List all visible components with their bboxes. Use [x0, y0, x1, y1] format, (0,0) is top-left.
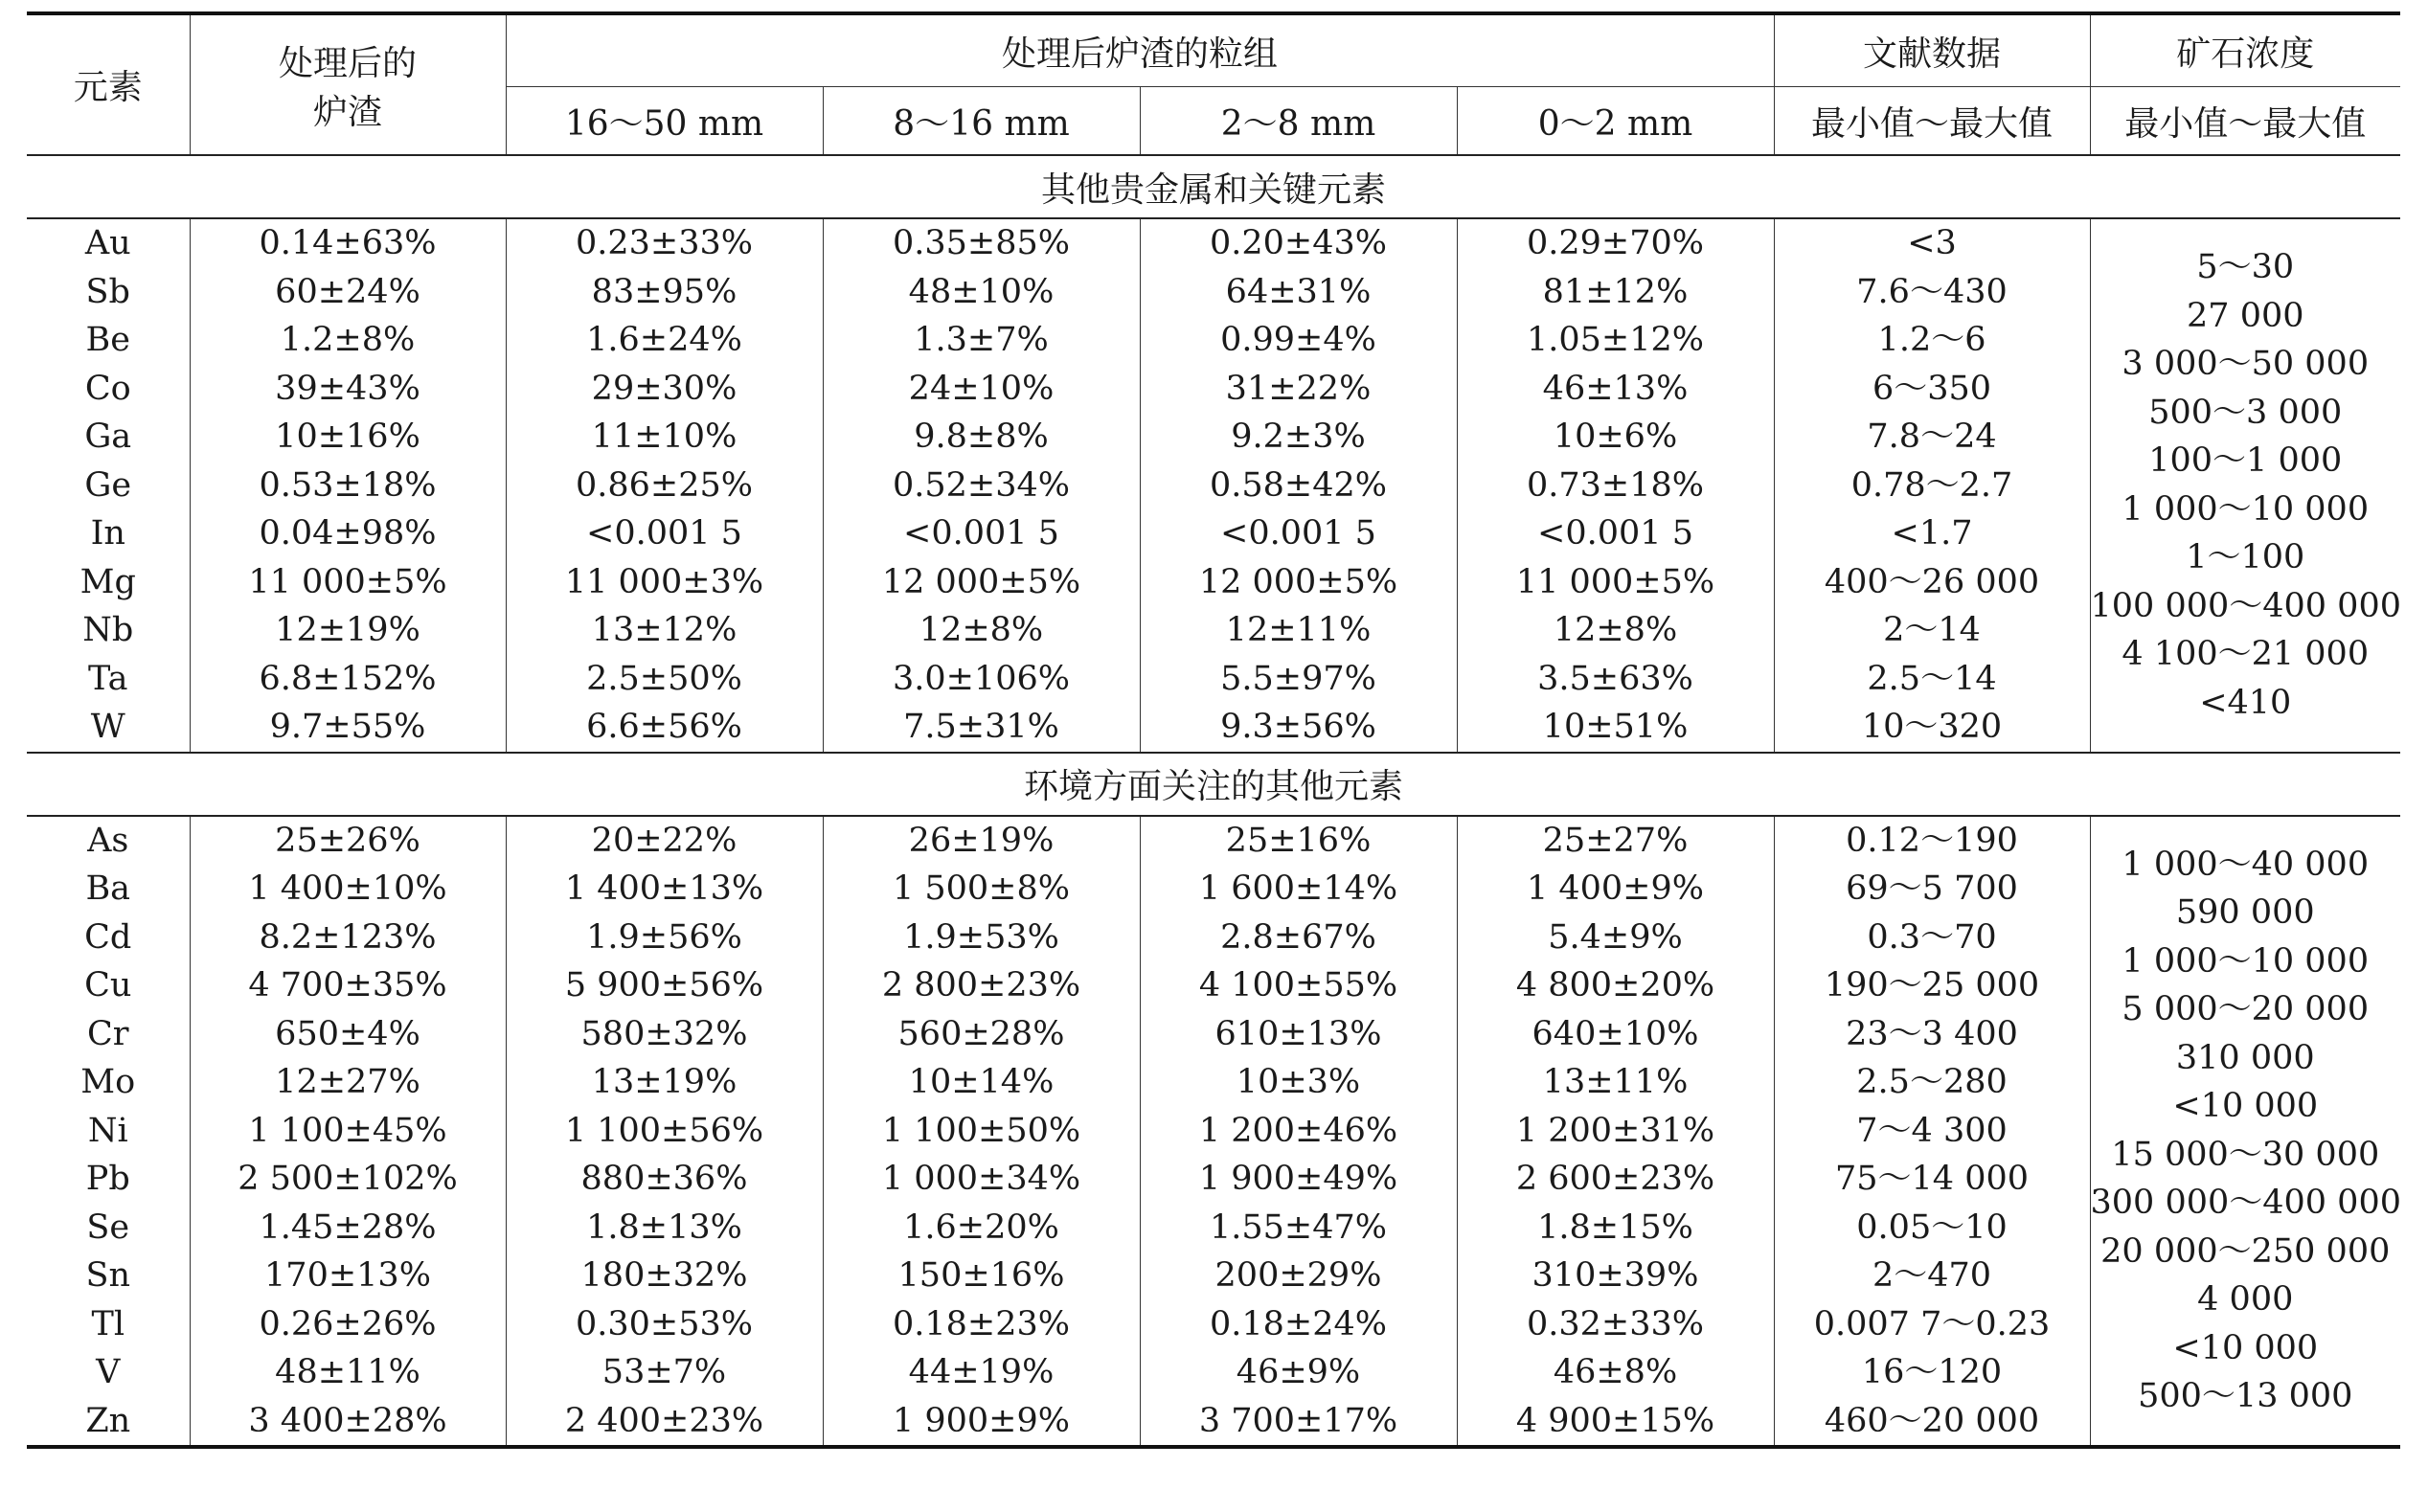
- cell-value: <410: [2199, 683, 2292, 722]
- cell-value: 1 400±9%: [1526, 869, 1705, 908]
- element-symbol: Co: [84, 369, 131, 408]
- element-column: [27, 816, 190, 1448]
- fraction-0-2-column: [1457, 816, 1774, 1448]
- cell-value: 4 900±15%: [1515, 1401, 1715, 1440]
- header-slag-line1: 处理后的: [278, 43, 417, 83]
- cell-value: 0.18±24%: [1209, 1304, 1388, 1343]
- cell-value: 1.2～6: [1877, 321, 1986, 359]
- cell-value: 12±27%: [275, 1063, 420, 1101]
- cell-value: 48±11%: [275, 1353, 420, 1391]
- cell-value: 2.5～14: [1867, 659, 1997, 698]
- cell-value: 6～350: [1872, 369, 1992, 408]
- cell-value: 46±8%: [1553, 1353, 1678, 1391]
- element-symbol: Cu: [84, 966, 132, 1004]
- cell-value: 1.45±28%: [259, 1207, 437, 1247]
- fraction-2-8-column: [1140, 218, 1457, 753]
- cell-value: 9.3±56%: [1220, 708, 1376, 746]
- header-fraction-0-2: 0～2 mm: [1457, 87, 1774, 156]
- cell-value: 11 000±5%: [248, 562, 447, 601]
- cell-value: 200±29%: [1214, 1256, 1382, 1295]
- cell-value: <1.7: [1891, 514, 1973, 553]
- cell-value: 0.73±18%: [1526, 465, 1705, 505]
- element-symbol: W: [90, 708, 125, 746]
- cell-value: 6.8±152%: [259, 659, 437, 698]
- cell-value: <0.001 5: [903, 514, 1059, 553]
- cell-value: 0.53±18%: [259, 465, 437, 505]
- cell-value: 46±13%: [1542, 369, 1689, 408]
- cell-value: 0.30±53%: [575, 1304, 754, 1343]
- element-symbol: Au: [84, 224, 131, 262]
- cell-value: 650±4%: [275, 1014, 420, 1053]
- cell-value: 5 000～20 000: [2122, 990, 2370, 1029]
- cell-value: 7.6～430: [1856, 272, 2008, 311]
- cell-value: 10±3%: [1236, 1063, 1361, 1101]
- cell-value: 8.2±123%: [259, 917, 437, 957]
- section-title: 环境方面关注的其他元素: [27, 753, 2400, 816]
- cell-value: 500～13 000: [2138, 1377, 2353, 1416]
- cell-value: 880±36%: [580, 1160, 748, 1198]
- cell-value: 0.32±33%: [1526, 1304, 1705, 1343]
- cell-value: <0.001 5: [1537, 514, 1693, 553]
- cell-value: 1 200±46%: [1198, 1111, 1398, 1150]
- cell-value: 10±51%: [1542, 708, 1689, 746]
- cell-value: 11 000±3%: [564, 562, 764, 601]
- cell-value: 1 000～10 000: [2122, 941, 2370, 981]
- cell-value: 13±19%: [591, 1063, 737, 1101]
- cell-value: 5 900±56%: [564, 966, 764, 1004]
- cell-value: 1.6±20%: [903, 1207, 1059, 1247]
- cell-value: 10～320: [1861, 708, 2003, 746]
- header-fraction-16-50: 16～50 mm: [506, 87, 823, 156]
- cell-value: 560±28%: [897, 1014, 1065, 1053]
- cell-value: 580±32%: [580, 1014, 748, 1053]
- cell-value: 1 400±10%: [248, 869, 447, 908]
- cell-value: 15 000～30 000: [2111, 1135, 2380, 1174]
- cell-value: 1.2±8%: [280, 321, 416, 359]
- cell-value: 1.8±13%: [586, 1207, 742, 1247]
- cell-value: 53±7%: [601, 1353, 727, 1391]
- cell-value: 4 100±55%: [1198, 966, 1398, 1004]
- element-symbol: Sb: [85, 272, 130, 311]
- cell-value: 29±30%: [591, 369, 737, 408]
- cell-value: 10±16%: [275, 417, 420, 456]
- cell-value: 2 600±23%: [1515, 1160, 1715, 1198]
- header-ore: 矿石浓度: [2090, 13, 2400, 87]
- cell-value: 610±13%: [1214, 1014, 1382, 1053]
- header-slag: [190, 13, 506, 155]
- cell-value: 0.52±34%: [892, 465, 1071, 505]
- cell-value: 27 000: [2187, 296, 2304, 335]
- cell-value: 10±14%: [908, 1063, 1055, 1101]
- cell-value: <0.001 5: [1220, 514, 1376, 553]
- element-symbol: Ta: [88, 659, 128, 698]
- cell-value: <3: [1907, 224, 1957, 262]
- cell-value: 9.7±55%: [269, 708, 426, 746]
- cell-value: 0.3～70: [1867, 917, 1997, 957]
- cell-value: 190～25 000: [1824, 966, 2040, 1004]
- cell-value: 1 900±49%: [1198, 1160, 1398, 1198]
- cell-value: 0.04±98%: [259, 514, 437, 553]
- cell-value: 5～30: [2196, 248, 2295, 287]
- cell-value: 640±10%: [1532, 1014, 1699, 1053]
- cell-value: <10 000: [2172, 1328, 2319, 1367]
- cell-value: 1.6±24%: [586, 321, 742, 359]
- cell-value: 3 700±17%: [1198, 1401, 1398, 1440]
- cell-value: 4 800±20%: [1515, 966, 1715, 1004]
- ore-column: [2090, 218, 2400, 753]
- header-literature: 文献数据: [1774, 13, 2090, 87]
- fraction-2-8-column: [1140, 816, 1457, 1448]
- cell-value: 13±11%: [1542, 1063, 1689, 1101]
- element-symbol: As: [87, 821, 129, 860]
- cell-value: 25±26%: [275, 821, 420, 860]
- cell-value: 25±16%: [1225, 821, 1372, 860]
- cell-value: 69～5 700: [1846, 869, 2018, 908]
- literature-column: [1774, 816, 2090, 1448]
- cell-value: 1.05±12%: [1526, 321, 1705, 359]
- cell-value: 1 900±9%: [892, 1401, 1071, 1440]
- cell-value: 12 000±5%: [1198, 562, 1398, 601]
- cell-value: 12±11%: [1225, 611, 1372, 649]
- element-symbol: Sn: [85, 1256, 131, 1295]
- element-symbol: Ga: [84, 417, 132, 456]
- cell-value: 7.8～24: [1867, 417, 1997, 456]
- cell-value: 83±95%: [591, 272, 737, 311]
- element-symbol: Mg: [79, 562, 136, 601]
- cell-value: <0.001 5: [586, 514, 742, 553]
- cell-value: 0.26±26%: [259, 1304, 437, 1343]
- element-symbol: Ge: [84, 465, 132, 505]
- header-literature-range: 最小值～最大值: [1774, 87, 2090, 156]
- cell-value: 310 000: [2175, 1038, 2315, 1077]
- cell-value: 4 000: [2197, 1280, 2294, 1320]
- cell-value: 20 000～250 000: [2100, 1231, 2391, 1271]
- cell-value: 180±32%: [580, 1256, 748, 1295]
- cell-value: 310±39%: [1532, 1256, 1699, 1295]
- element-symbol: Be: [85, 321, 130, 359]
- fraction-16-50-column: [506, 816, 823, 1448]
- element-symbol: Nb: [82, 611, 134, 649]
- cell-value: 9.8±8%: [914, 417, 1049, 456]
- cell-value: 100～1 000: [2148, 441, 2343, 481]
- cell-value: 2 500±102%: [238, 1160, 458, 1198]
- cell-value: 11 000±5%: [1515, 562, 1715, 601]
- cell-value: 25±27%: [1542, 821, 1689, 860]
- cell-value: 460～20 000: [1824, 1401, 2040, 1440]
- cell-value: 2～470: [1872, 1256, 1992, 1295]
- cell-value: 12±19%: [275, 611, 420, 649]
- cell-value: 12 000±5%: [881, 562, 1081, 601]
- cell-value: 300 000～400 000: [2090, 1184, 2401, 1223]
- cell-value: 2.5±50%: [586, 659, 742, 698]
- cell-value: 3 400±28%: [248, 1401, 447, 1440]
- cell-value: 1 500±8%: [892, 869, 1071, 908]
- cell-value: 0.58±42%: [1209, 465, 1388, 505]
- cell-value: 2.5～280: [1856, 1063, 2008, 1101]
- element-symbol: Cd: [84, 917, 132, 957]
- cell-value: 7.5±31%: [903, 708, 1059, 746]
- header-ore-range: 最小值～最大值: [2090, 87, 2400, 156]
- cell-value: 2.8±67%: [1220, 917, 1376, 957]
- cell-value: 1.9±56%: [586, 917, 742, 957]
- cell-value: 60±24%: [275, 272, 420, 311]
- cell-value: 0.78～2.7: [1850, 465, 2013, 505]
- cell-value: 10±6%: [1553, 417, 1678, 456]
- cell-value: 1 000～10 000: [2122, 489, 2370, 529]
- cell-value: 24±10%: [908, 369, 1055, 408]
- element-symbol: In: [90, 514, 125, 553]
- element-symbol: Ba: [85, 869, 131, 908]
- cell-value: 64±31%: [1225, 272, 1372, 311]
- cell-value: 1 200±31%: [1515, 1111, 1715, 1150]
- cell-value: 1.9±53%: [903, 917, 1059, 957]
- section-title: 其他贵金属和关键元素: [27, 155, 2400, 218]
- fraction-16-50-column: [506, 218, 823, 753]
- cell-value: 400～26 000: [1824, 562, 2040, 601]
- header-fraction-8-16: 8～16 mm: [823, 87, 1140, 156]
- section-block: [27, 816, 2400, 1448]
- slag-column: [190, 816, 506, 1448]
- data-table: [27, 11, 2400, 1449]
- cell-value: 1 000±34%: [881, 1160, 1081, 1198]
- cell-value: 12±8%: [919, 611, 1044, 649]
- cell-value: 5.4±9%: [1548, 917, 1683, 957]
- fraction-0-2-column: [1457, 218, 1774, 753]
- cell-value: 0.20±43%: [1209, 224, 1388, 262]
- cell-value: 3 000～50 000: [2122, 345, 2370, 384]
- cell-value: 1 100±45%: [248, 1111, 447, 1150]
- cell-value: 0.99±4%: [1220, 321, 1376, 359]
- cell-value: 4 700±35%: [248, 966, 447, 1004]
- cell-value: 500～3 000: [2148, 393, 2343, 432]
- element-symbol: Zn: [85, 1401, 131, 1440]
- cell-value: 590 000: [2175, 893, 2315, 933]
- cell-value: 0.29±70%: [1526, 224, 1705, 262]
- cell-value: 0.14±63%: [259, 224, 437, 262]
- cell-value: 1.8±15%: [1537, 1207, 1693, 1247]
- cell-value: 13±12%: [591, 611, 737, 649]
- cell-value: 3.0±106%: [892, 659, 1071, 698]
- cell-value: 46±9%: [1236, 1353, 1361, 1391]
- cell-value: 11±10%: [591, 417, 737, 456]
- cell-value: 1 000～40 000: [2122, 845, 2370, 884]
- cell-value: 0.35±85%: [892, 224, 1071, 262]
- element-column: [27, 218, 190, 753]
- cell-value: 0.86±25%: [575, 465, 754, 505]
- cell-value: 2 400±23%: [564, 1401, 764, 1440]
- cell-value: 2～14: [1883, 611, 1981, 649]
- cell-value: 1～100: [2186, 538, 2305, 577]
- ore-column: [2090, 816, 2400, 1448]
- cell-value: 3.5±63%: [1537, 659, 1693, 698]
- element-symbol: Pb: [85, 1160, 130, 1198]
- cell-value: 16～120: [1861, 1353, 2003, 1391]
- cell-value: 20±22%: [591, 821, 737, 860]
- cell-value: 1 100±56%: [564, 1111, 764, 1150]
- element-symbol: Ni: [87, 1111, 128, 1150]
- section-block: [27, 218, 2400, 753]
- cell-value: 1 400±13%: [564, 869, 764, 908]
- cell-value: 44±19%: [908, 1353, 1055, 1391]
- header-fraction-2-8: 2～8 mm: [1140, 87, 1457, 156]
- header-fractions-group: 处理后炉渣的粒组: [506, 13, 1774, 87]
- element-symbol: V: [96, 1353, 121, 1391]
- cell-value: 0.23±33%: [575, 224, 754, 262]
- element-symbol: Cr: [86, 1014, 129, 1053]
- cell-value: 75～14 000: [1835, 1160, 2030, 1198]
- cell-value: 31±22%: [1225, 369, 1372, 408]
- cell-value: 6.6±56%: [586, 708, 742, 746]
- cell-value: 150±16%: [897, 1256, 1065, 1295]
- cell-value: 48±10%: [908, 272, 1055, 311]
- element-symbol: Tl: [91, 1304, 125, 1343]
- cell-value: 9.2±3%: [1231, 417, 1366, 456]
- cell-value: 0.007 7～0.23: [1813, 1304, 2051, 1343]
- cell-value: 1.55±47%: [1209, 1207, 1388, 1247]
- cell-value: 0.12～190: [1846, 821, 2018, 860]
- cell-value: 1 600±14%: [1198, 869, 1398, 908]
- element-symbol: Mo: [80, 1063, 136, 1101]
- cell-value: <10 000: [2172, 1087, 2319, 1126]
- cell-value: 26±19%: [908, 821, 1055, 860]
- cell-value: 1.3±7%: [914, 321, 1049, 359]
- slag-column: [190, 218, 506, 753]
- literature-column: [1774, 218, 2090, 753]
- cell-value: 170±13%: [264, 1256, 431, 1295]
- cell-value: 7～4 300: [1856, 1111, 2008, 1150]
- cell-value: 2 800±23%: [881, 966, 1081, 1004]
- header-slag-line2: 炉渣: [312, 92, 382, 132]
- fraction-8-16-column: [823, 218, 1140, 753]
- cell-value: 12±8%: [1553, 611, 1678, 649]
- element-symbol: Se: [86, 1207, 130, 1247]
- cell-value: 0.18±23%: [892, 1304, 1071, 1343]
- fraction-8-16-column: [823, 816, 1140, 1448]
- cell-value: 23～3 400: [1846, 1014, 2018, 1053]
- cell-value: 0.05～10: [1856, 1207, 2008, 1247]
- header-element: 元素: [27, 13, 190, 155]
- cell-value: 1 100±50%: [881, 1111, 1081, 1150]
- cell-value: 81±12%: [1542, 272, 1689, 311]
- cell-value: 39±43%: [275, 369, 420, 408]
- cell-value: 4 100～21 000: [2122, 635, 2370, 674]
- cell-value: 100 000～400 000: [2090, 586, 2401, 625]
- cell-value: 5.5±97%: [1220, 659, 1376, 698]
